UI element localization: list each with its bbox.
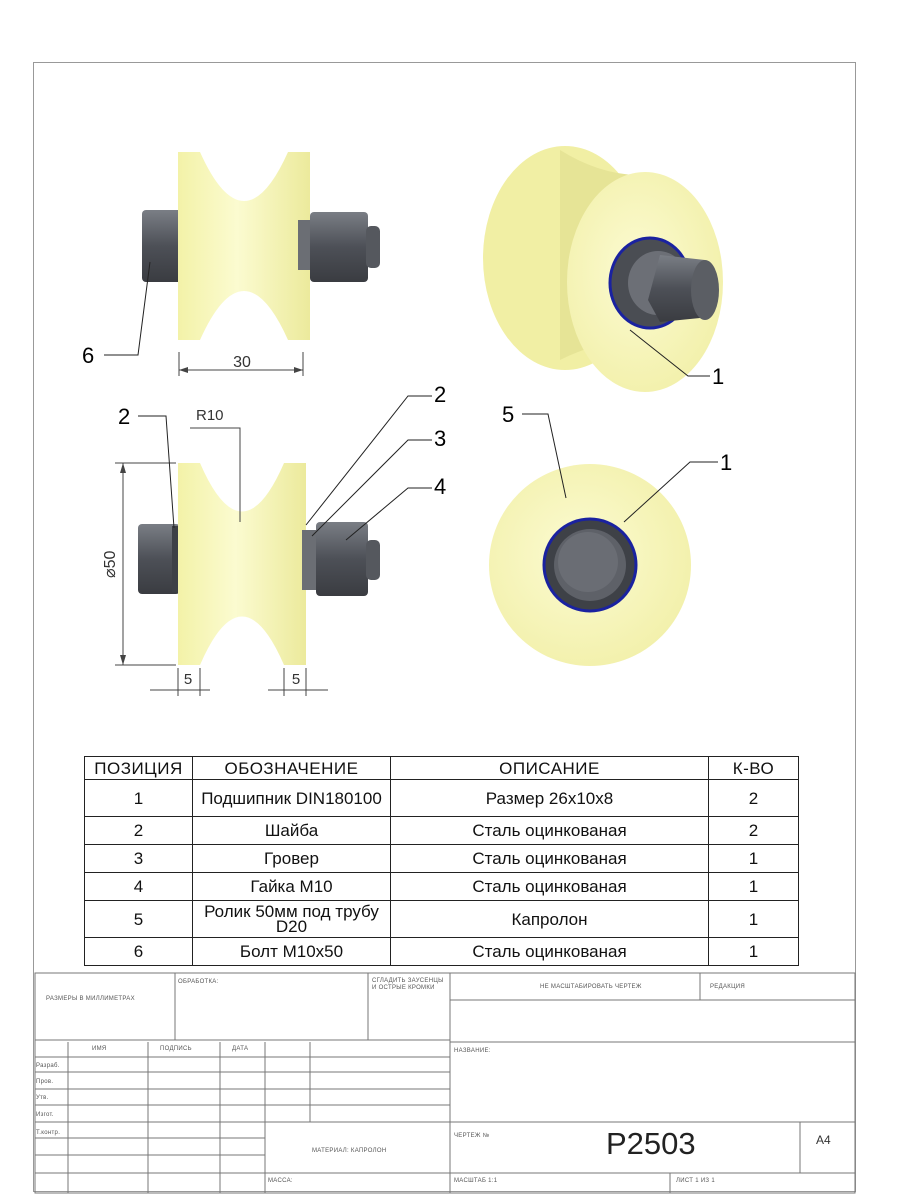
col-name: ИМЯ bbox=[92, 1046, 107, 1052]
cell-pos: 3 bbox=[85, 845, 193, 873]
col-date: ДАТА bbox=[232, 1046, 249, 1052]
edges-note: СГЛАДИТЬ ЗАУСЕНЦЫ И ОСТРЫЕ КРОМКИ bbox=[372, 978, 444, 991]
cell-name: Гайка М10 bbox=[193, 873, 391, 901]
revision-label: РЕДАКЦИЯ bbox=[710, 984, 746, 990]
cell-desc: Сталь оцинкованая bbox=[391, 817, 709, 845]
cell-pos: 2 bbox=[85, 817, 193, 845]
cell-name: Ролик 50мм под трубу D20 bbox=[193, 901, 391, 938]
cell-qty: 1 bbox=[709, 901, 799, 938]
table-row bbox=[85, 845, 799, 873]
roller-section bbox=[178, 463, 306, 665]
table-row bbox=[85, 780, 799, 817]
cell-name: Гровер bbox=[193, 845, 391, 873]
cell-name: Болт М10х50 bbox=[193, 938, 391, 966]
cell-pos: 5 bbox=[85, 901, 193, 938]
callout-6: 6 bbox=[82, 343, 95, 368]
cell-qty: 2 bbox=[709, 817, 799, 845]
scale-label: МАСШТАБ 1:1 bbox=[454, 1178, 498, 1184]
header-description: ОПИСАНИЕ bbox=[391, 757, 709, 780]
callout-2-right: 2 bbox=[434, 382, 447, 407]
sheet-format: A4 bbox=[816, 1133, 831, 1147]
bolt-head bbox=[142, 210, 184, 282]
cell-desc: Сталь оцинкованая bbox=[391, 873, 709, 901]
cell-desc: Сталь оцинкованая bbox=[391, 938, 709, 966]
nut bbox=[310, 212, 368, 282]
side-view-top bbox=[82, 152, 380, 376]
cell-qty: 1 bbox=[709, 938, 799, 966]
table-row bbox=[85, 901, 799, 938]
role-4: Т.контр. bbox=[36, 1130, 61, 1136]
dim-width: 30 bbox=[233, 354, 251, 371]
dim-flange-left: 5 bbox=[183, 671, 193, 688]
no-scale-note: НЕ МАСШТАБИРОВАТЬ ЧЕРТЕЖ bbox=[540, 984, 642, 990]
cell-desc: Капролон bbox=[391, 901, 709, 938]
callout-4: 4 bbox=[434, 474, 447, 499]
table-header-row bbox=[85, 757, 799, 780]
material-note: МАТЕРИАЛ: КАПРОЛОН bbox=[312, 1148, 387, 1154]
front-view bbox=[489, 402, 732, 666]
callout-2-left: 2 bbox=[118, 404, 131, 429]
bill-of-materials-table bbox=[84, 756, 799, 966]
sheet-count: ЛИСТ 1 ИЗ 1 bbox=[676, 1178, 715, 1184]
cell-desc: Размер 26х10х8 bbox=[391, 780, 709, 817]
role-3: Изгот. bbox=[36, 1112, 54, 1118]
cell-qty: 1 bbox=[709, 845, 799, 873]
callout-5: 5 bbox=[502, 402, 515, 427]
title-block-grid bbox=[0, 960, 900, 1200]
cell-pos: 6 bbox=[85, 938, 193, 966]
title-label: НАЗВАНИЕ: bbox=[454, 1048, 491, 1054]
callout-1-mid: 1 bbox=[720, 450, 733, 475]
finish-label: ОБРАБОТКА: bbox=[178, 979, 219, 985]
mass-label: МАССА: bbox=[268, 1178, 293, 1184]
cell-qty: 1 bbox=[709, 873, 799, 901]
units-note: РАЗМЕРЫ В МИЛЛИМЕТРАХ bbox=[46, 996, 135, 1002]
drawing-number-label: ЧЕРТЕЖ № bbox=[454, 1133, 490, 1139]
section-view bbox=[102, 382, 446, 696]
header-quantity: К-ВО bbox=[709, 757, 799, 780]
dim-flange-right: 5 bbox=[291, 671, 301, 688]
dim-diameter: ⌀50 bbox=[102, 550, 119, 578]
cell-name: Подшипник DIN180100 bbox=[193, 780, 391, 817]
table-row bbox=[85, 817, 799, 845]
role-0: Разраб. bbox=[36, 1063, 60, 1069]
cell-name: Шайба bbox=[193, 817, 391, 845]
cell-pos: 1 bbox=[85, 780, 193, 817]
isometric-view bbox=[483, 146, 724, 392]
table-row bbox=[85, 873, 799, 901]
role-1: Пров. bbox=[36, 1079, 54, 1085]
header-position: ПОЗИЦИЯ bbox=[85, 757, 193, 780]
cell-desc: Сталь оцинкованая bbox=[391, 845, 709, 873]
cell-pos: 4 bbox=[85, 873, 193, 901]
dim-radius: R10 bbox=[196, 407, 224, 424]
callout-1-top: 1 bbox=[712, 364, 725, 389]
header-designation: ОБОЗНАЧЕНИЕ bbox=[193, 757, 391, 780]
nut-mid bbox=[316, 522, 368, 596]
drawing-number: P2503 bbox=[606, 1126, 696, 1161]
col-sign: ПОДПИСЬ bbox=[160, 1046, 192, 1052]
cell-qty: 2 bbox=[709, 780, 799, 817]
role-2: Утв. bbox=[36, 1095, 49, 1101]
callout-3: 3 bbox=[434, 426, 447, 451]
